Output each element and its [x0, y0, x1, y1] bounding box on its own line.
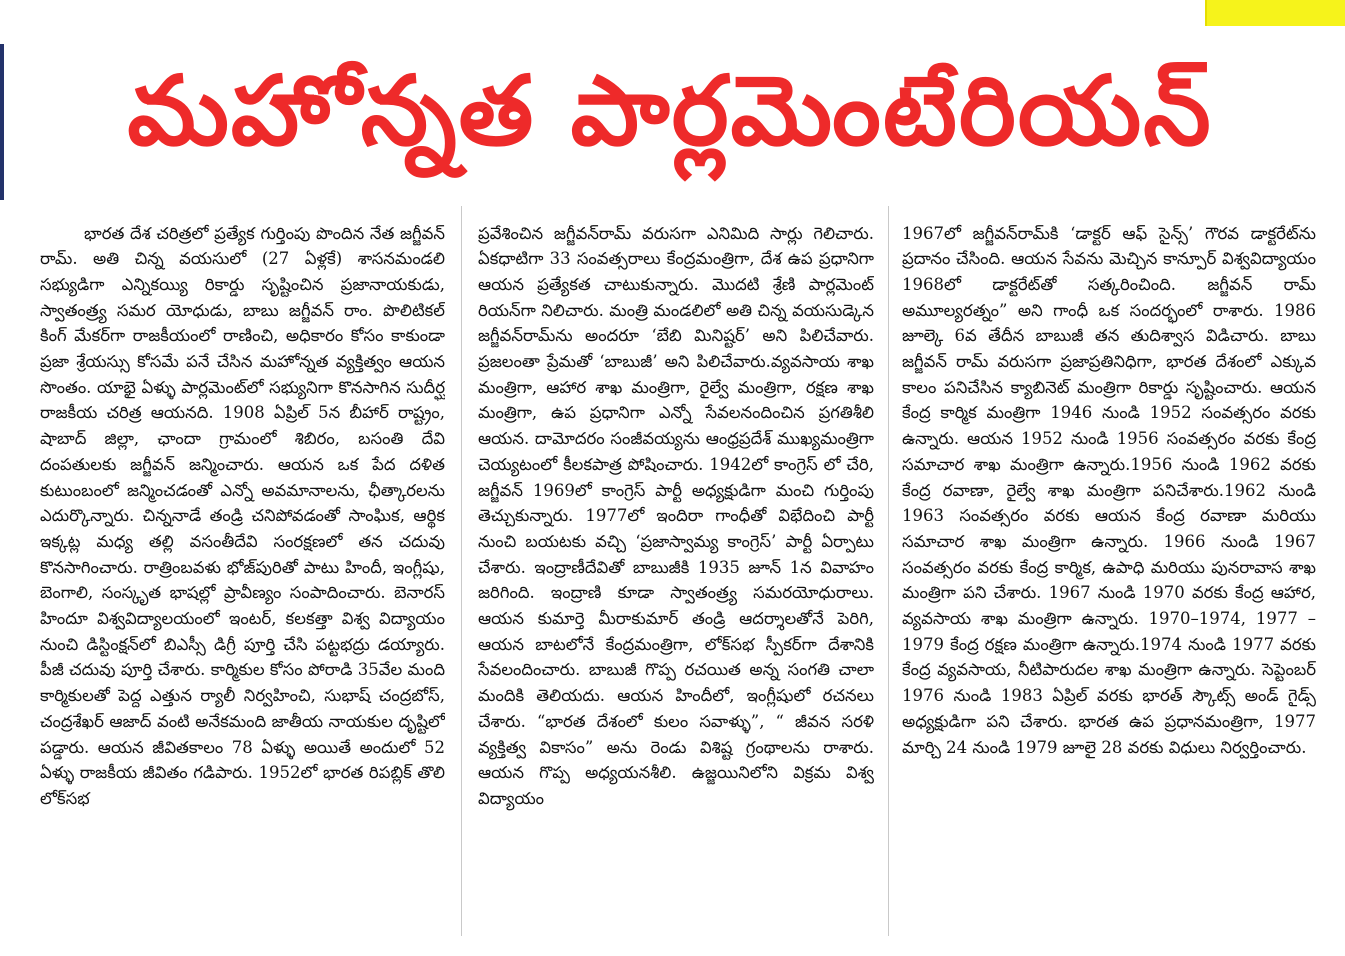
article-column-3: 1967లో జగ్జీవన్‌రామ్‌కి ‘డాక్టర్ ఆఫ్ సైన్స్’ గౌరవ డాక్టరేట్‌ను ప్రదానం చేసింది. ఆయన సేవను మెచ్చిన కాన్పూర్ విశ్వవిద్యాయం 1968లో డాక్టరేట్‌తో సత్కరించింది. జగ్జీవన్ రామ్ అమూల్యరత్నం” అని గాంధీ ఒక సందర్భంలో రాశారు. 1986 జూల్కె 6వ తేదీన బాబుజీ తన తుదిశ్వాస విడిచారు. బాబు జగ్జీవన్ రామ్ వరుసగా ప్రజాప్రతినిధిగా, భారత దేశంలో ఎక్కువ కాలం పనిచేసిన క్యాబినెట్ మంత్రిగా రికార్డు సృష్టించారు. ఆయన కేంద్ర కార్మిక మంత్రిగా 1946 నుండి 1952 సంవత్సరం వరకు ఉన్నారు. ఆయన 1952 నుండి 1956 సంవత్సరం వరకు కేంద్ర సమాచార శాఖ మంత్రిగా ఉన్నారు.1956 నుండి 1962 వరకు కేంద్ర రవాణా, రైల్వే శాఖ మంత్రిగా పనిచేశారు.1962 నుండి 1963 సంవత్సరం వరకు ఆయన కేంద్ర రవాణా మరియు సమాచార శాఖ మంత్రిగా ఉన్నారు. 1966 నుండి 1967 సంవత్సరం వరకు కేంద్ర కార్మిక, ఉపాధి మరియు పునరావాస శాఖ మంత్రిగా పని చేశారు. 1967 నుండి 1970 వరకు కేంద్ర ఆహార, వ్యవసాయ శాఖ మంత్రిగా ఉన్నారు. 1970–1974, 1977 – 1979 కేంద్ర రక్షణ మంత్రిగా ఉన్నారు.1974 నుండి 1977 వరకు కేంద్ర వ్యవసాయ, నీటిపారుదల శాఖ మంత్రిగా ఉన్నారు. సెప్టెంబర్ 1976 నుండి 1983 ఏప్రిల్ వరకు భారత్ స్కౌట్స్ అండ్ గైడ్స్ అధ్యక్షుడిగా పని చేశారు. భారత ఉప ప్రధానమంత్రిగా, 1977 మార్చి 24 నుండి 1979 జూలై 28 వరకు విధులు నిర్వర్తించారు. [902, 223, 1316, 757]
article-headline: మహోన్నత పార్లమెంటేరియన్ [127, 55, 1213, 167]
article-column-1: భారత దేశ చరిత్రలో ప్రత్యేక గుర్తింపు పొందిన నేత జగ్జీవన్ రామ్. అతి చిన్న వయసులో (27 ఏళ్లకే) శాసనమండలి సభ్యుడిగా ఎన్నికయ్యి రికార్డు సృష్టించిన ప్రజానాయకుడు, స్వాతంత్ర్య సమర యోధుడు, బాబు జగ్జీవన్ రాం. పొలిటికల్ కింగ్ మేకర్‌గా రాజకీయంలో రాణించి, అధికారం కోసం కాకుండా ప్రజా శ్రేయస్సు కోసమే పనే చేసిన మహోన్నత వ్యక్తిత్వం ఆయన సొంతం. యాభై ఏళ్ళు పార్లమెంట్‌లో సభ్యునిగా కొనసాగిన సుదీర్ఘ రాజకీయ చరిత్ర ఆయనది. 1908 ఏప్రిల్ 5న బీహార్ రాష్ట్రం, షాబాద్ జిల్లా, ఛాందా గ్రామంలో శిబిరం, బసంతి దేవి దంపతులకు జగ్జీవన్ జన్మించారు. ఆయన ఒక పేద దళిత కుటుంబంలో జన్మించడంతో ఎన్నో అవమానాలను, ఛీత్కారలను ఎదుర్కొన్నారు. చిన్ననాడే తండ్రి చనిపోవడంతో సాంఘిక, ఆర్థిక ఇక్కట్ల మధ్య తల్లి వసంతీదేవి సంరక్షణలో తన చదువు కొనసాగించారు. రాత్రింబవళు భోజ్‌పురితో పాటు హిందీ, ఇంగ్లీషు, బెంగాలి, సంస్కృత భాషల్లో ప్రావీణ్యం సంపాదించారు. బెనారస్ హిందూ విశ్వవిద్యాలయంలో ఇంటర్, కలకత్తా విశ్వ విద్యాయం నుంచి డిస్టింక్షన్‌లో బిఎస్సీ డిగ్రీ పూర్తి చేసి పట్టభద్రు డయ్యారు. పీజీ చదువు పూర్తి చేశారు. కార్మికుల కోసం పోరాడి 35వేల మంది కార్మికులతో పెద్ద ఎత్తున ర్యాలీ నిర్వహించి, సుభాష్ చంద్రబోస్, చంద్రశేఖర్ ఆజాద్ వంటి అనేకమంది జాతీయ నాయకుల దృష్టిలో పడ్డారు. ఆయన జీవితకాలం 78 ఏళ్ళు అయితే అందులో 52 ఏళ్ళు రాజకీయ జీవితం గడిపారు. 1952లో భారత రిపబ్లిక్ తొలి లోక్‌సభ [40, 223, 445, 808]
column-divider [888, 206, 889, 936]
article-column-2: ప్రవేశించిన జగ్జీవన్‌రామ్ వరుసగా ఎనిమిది సార్లు గెలిచారు. ఏకధాటిగా 33 సంవత్సరాలు కేంద్రమంత్రిగా, దేశ ఉప ప్రధానిగా ఆయన ప్రత్యేకత చాటుకున్నారు. మొదటి శ్రేణి పార్లమెంట్ రియన్‌గా నిలిచారు. మంత్రి మండలిలో అతి చిన్న వయసుడ్కెన జగ్జీవన్‌రామ్‌ను అందరూ ‘బేబి మినిష్టర్’ అని పిలిచేవారు. ప్రజలంతా ప్రేమతో ‘బాబుజీ’ అని పిలిచేవారు.వ్యవసాయ శాఖ మంత్రిగా, ఆహార శాఖ మంత్రిగా, రైల్వే మంత్రిగా, రక్షణ శాఖ మంత్రిగా, ఉప ప్రధానిగా ఎన్నో సేవలనందించిన ప్రగతిశీలి ఆయన. దామోదరం సంజీవయ్యను ఆంధ్రప్రదేశ్ ముఖ్యమంత్రిగా చెయ్యటంలో కీలకపాత్ర పోషించారు. 1942లో కాంగ్రెస్ లో చేరి, జగ్జీవన్ 1969లో కాంగ్రెస్ పార్టీ అధ్యక్షుడిగా మంచి గుర్తింపు తెచ్చుకున్నారు. 1977లో ఇందిరా గాంధీతో విభేదించి పార్టీ నుంచి బయటకు వచ్చి ‘ప్రజాస్వామ్య కాంగ్రెస్’ పార్టీ ఏర్పాటు చేశారు. ఇంద్రాణీదేవితో బాబుజీకి 1935 జూన్ 1న వివాహం జరిగింది. ఇంద్రాణి కూడా స్వాతంత్ర్య సమరయోధురాలు. ఆయన కుమార్తె మీరాకుమార్ తండ్రి ఆదర్శాలతోనే పెరిగి, ఆయన బాటలోనే కేంద్రమంత్రిగా, లోక్‌సభ స్పీకర్‌గా దేశానికి సేవలందించారు. బాబుజీ గొప్ప రచయిత అన్న సంగతి చాలా మందికి తెలియదు. ఆయన హిందీలో, ఇంగ్లీషులో రచనలు చేశారు. “భారత దేశంలో కులం సవాళ్ళు”, “ జీవన సరళి వ్యక్తిత్వ వికాసం” అను రెండు విశిష్ట గ్రంథాలను రాశారు. ఆయన గొప్ప అధ్యయనశీలి. ఉజ్జయినిలోని విక్రమ విశ్వ విద్యాయం [478, 223, 874, 808]
column-divider [461, 206, 462, 936]
left-accent-bar [0, 44, 4, 200]
corner-tag [1205, 0, 1345, 26]
